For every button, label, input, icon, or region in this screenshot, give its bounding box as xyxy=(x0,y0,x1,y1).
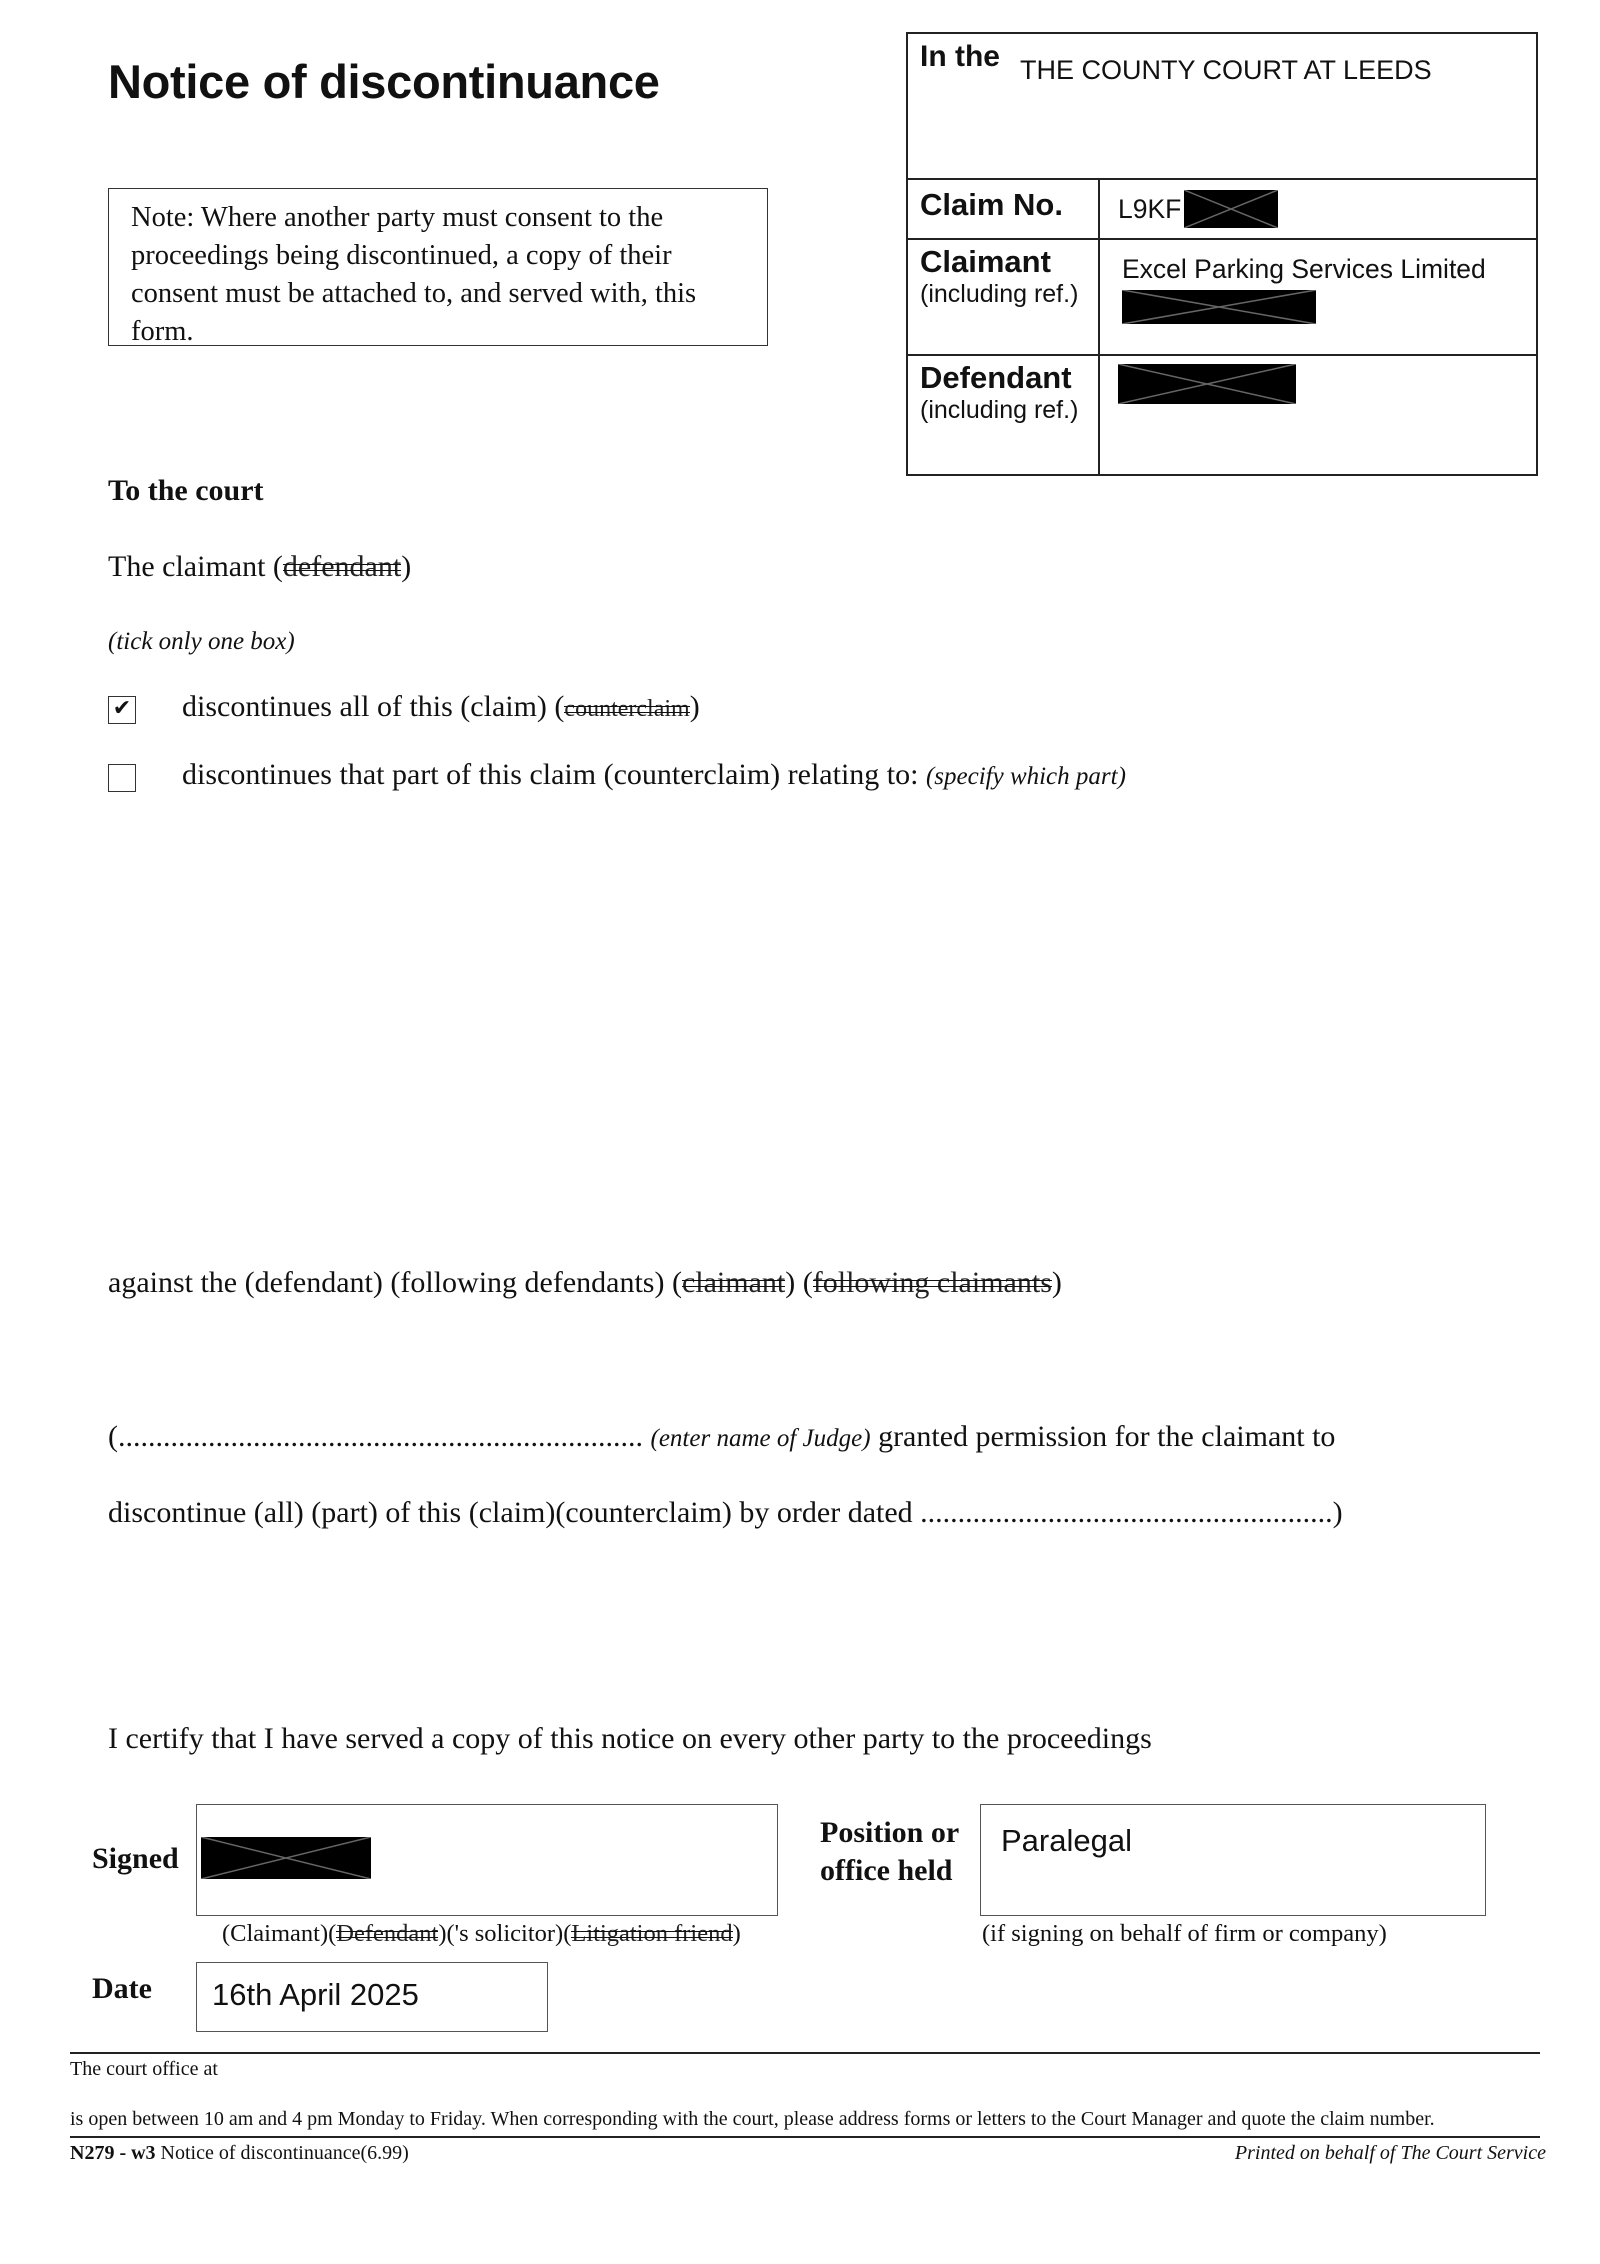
against-middle: ) ( xyxy=(785,1266,813,1299)
discontinue-all-checkbox[interactable]: ✔ xyxy=(108,696,136,724)
discontinue-all-option xyxy=(182,690,700,724)
caption-part: (Claimant)( xyxy=(222,1920,337,1947)
caption-part: )('s solicitor)( xyxy=(438,1920,572,1947)
position-caption: (if signing on behalf of firm or company) xyxy=(982,1920,1387,1947)
footer-divider xyxy=(70,2052,1540,2054)
defendant-label: Defendant xyxy=(920,360,1072,395)
signed-label: Signed xyxy=(92,1842,179,1875)
redacted-signature xyxy=(201,1837,371,1879)
tick-instruction: (tick only one box) xyxy=(108,628,295,655)
signatory-caption xyxy=(222,1920,741,1948)
struck-defendant: Defendant xyxy=(336,1920,439,1947)
redaction-block xyxy=(1118,364,1296,404)
judge-hint: (enter name of Judge) xyxy=(650,1425,871,1452)
claim-no-value: L9KF xyxy=(1118,194,1182,224)
option-text: discontinues that part of this claim (counterclaim) relating to: xyxy=(182,758,926,791)
printed-by: Printed on behalf of The Court Service xyxy=(1234,2142,1546,2164)
position-label-line-1: Position or xyxy=(820,1816,960,1849)
footer-divider xyxy=(70,2136,1540,2138)
position-label xyxy=(820,1814,959,1890)
redaction-block xyxy=(1184,190,1278,228)
date-label: Date xyxy=(92,1972,152,2005)
against-suffix: ) xyxy=(1051,1266,1062,1299)
claimant-label: Claimant xyxy=(920,244,1051,279)
claimant-name: Excel Parking Services Limited xyxy=(1122,254,1486,284)
struck-defendant: defendant xyxy=(282,550,402,583)
in-the-label: In the xyxy=(920,40,1000,73)
claim-no-label: Claim No. xyxy=(920,187,1063,222)
divider xyxy=(1098,178,1100,474)
struck-following-claimants: following claimants xyxy=(812,1266,1052,1299)
claimant-statement xyxy=(108,550,411,584)
against-statement xyxy=(108,1266,1062,1300)
consent-note: Note: Where another party must consent to the proceedings being discontinued, a copy of their consent must be attached to, and served with, this form. xyxy=(108,188,768,346)
certification-statement: I certify that I have served a copy of this notice on every other party to the proceedings xyxy=(108,1722,1152,1755)
against-prefix: against the (defendant) (following defendants) ( xyxy=(108,1266,682,1299)
position-label-line-2: office held xyxy=(820,1854,953,1887)
struck-counterclaim: counterclaim xyxy=(564,696,690,722)
discontinue-part-checkbox[interactable] xyxy=(108,764,136,792)
form-name: Notice of discontinuance(6.99) xyxy=(155,2142,409,2164)
divider xyxy=(908,354,1536,356)
discontinue-part-option xyxy=(182,758,1126,792)
specify-hint: (specify which part) xyxy=(925,763,1126,790)
option-suffix: ) xyxy=(689,690,700,723)
divider xyxy=(908,178,1536,180)
court-office-label: The court office at xyxy=(70,2058,218,2080)
struck-claimant: claimant xyxy=(681,1266,786,1299)
order-date-line: discontinue (all) (part) of this (claim)(counterclaim) by order dated .......................................................) xyxy=(108,1496,1343,1529)
form-code: N279 - w3 xyxy=(70,2142,156,2164)
defendant-ref-label: (including ref.) xyxy=(920,396,1079,424)
claimant-suffix: ) xyxy=(401,550,412,583)
to-the-court-heading: To the court xyxy=(108,474,264,507)
court-name: THE COUNTY COURT AT LEEDS xyxy=(1020,55,1432,85)
page-title: Notice of discontinuance xyxy=(108,55,660,108)
signature-field[interactable] xyxy=(196,1804,778,1916)
date-field[interactable]: 16th April 2025 xyxy=(196,1962,548,2032)
claimant-ref-label: (including ref.) xyxy=(920,280,1079,308)
court-details-box xyxy=(906,32,1538,476)
judge-text: granted permission for the claimant to xyxy=(870,1420,1336,1453)
judge-permission-line xyxy=(108,1420,1335,1454)
claimant-prefix: The claimant ( xyxy=(108,550,283,583)
redaction-block xyxy=(1122,290,1316,324)
judge-dots: (...................................................................... xyxy=(108,1420,643,1453)
court-hours-note: is open between 10 am and 4 pm Monday to Friday. When corresponding with the court, please address forms or letters to the Court Manager and quote the claim number. xyxy=(70,2108,1435,2130)
caption-part: ) xyxy=(732,1920,741,1947)
struck-litigation-friend: Litigation friend xyxy=(571,1920,733,1947)
divider xyxy=(908,238,1536,240)
form-reference xyxy=(70,2142,409,2165)
option-text: discontinues all of this (claim) ( xyxy=(182,690,565,723)
position-field[interactable]: Paralegal xyxy=(980,1804,1486,1916)
